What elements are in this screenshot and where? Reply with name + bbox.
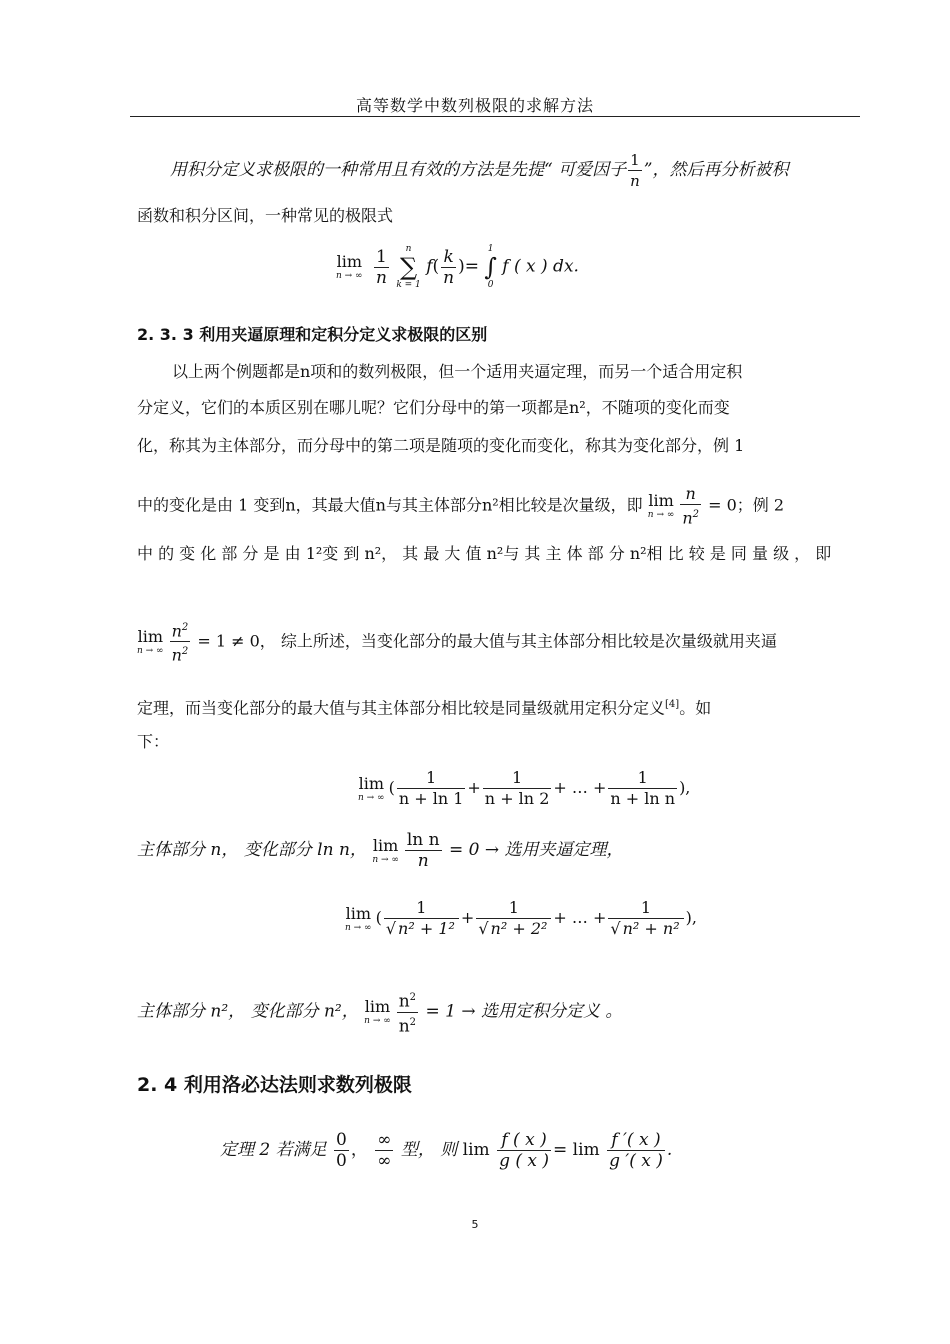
limit-operator: [358, 775, 385, 803]
para-1-line-2: 函数和积分区间，一种常见的极限式: [137, 206, 394, 225]
lim-sub: n → ∞: [364, 1016, 391, 1027]
fraction-n-n2: [680, 484, 701, 528]
lim-sub: n → ∞: [336, 271, 363, 281]
lim-text: lim: [372, 835, 399, 855]
fraction-sqrt-n: [608, 898, 683, 939]
limit-operator: [345, 905, 372, 933]
text-end: = 0；例 2: [708, 495, 785, 515]
limit-operator: [364, 998, 391, 1026]
close-paren: ),: [679, 778, 691, 797]
para-2-line-1: 以上两个例题都是n项和的数列极限，但一个适用夹逼定理，而另一个适合用定积: [172, 362, 743, 381]
lim-sub: n → ∞: [345, 922, 372, 933]
frac-den: n + ln n: [610, 789, 676, 808]
fraction-0-0: [334, 1130, 349, 1171]
frac-den: n + ln 2: [484, 789, 550, 808]
frac-den: g ′( x ): [609, 1151, 663, 1171]
ellipsis: + … +: [553, 908, 607, 927]
lim-text: lim: [648, 491, 674, 511]
section-heading-2-4: 2. 4 利用洛必达法则求数列极限: [137, 1074, 412, 1096]
frac-den: $n^2$: [682, 508, 700, 528]
equation-riemann-sum: lim n → ∞ $\frac{1}{n}$ n ∑ k = 1 f( $\frac{k}{n}$ )= 1 ∫ 0 f ( x ) dx.: [336, 244, 579, 290]
equation-ln-sum: lim n → ∞ ( $\frac{1}{n + \ln 1}$ + $\frac{1}{n + \ln 2}$ + … + $\frac{1}{\text{n + ln n}}$ ),: [358, 768, 691, 808]
fraction-term-1: [397, 768, 466, 809]
frac-num: $n^2$: [170, 618, 191, 642]
para-1-text-end: ”，然后再分析被积: [643, 160, 789, 180]
frac-num: 1: [476, 898, 551, 919]
frac-num: 1: [608, 768, 677, 789]
frac-den: n: [417, 851, 429, 871]
fraction-term-2: [483, 768, 552, 809]
running-header: 高等数学中数列极限的求解方法: [355, 96, 594, 115]
int-upper: 1: [487, 244, 494, 254]
fraction-sqrt-2: [476, 898, 551, 939]
text: 定理 2 若满足: [220, 1140, 327, 1160]
para-2-line-8: 下：: [137, 732, 170, 751]
lim-text: lim: [345, 903, 371, 923]
lim-sub: n → ∞: [647, 510, 675, 521]
frac-den: n: [630, 172, 640, 190]
lim-text: lim: [462, 1140, 490, 1160]
frac-num: 1: [628, 150, 642, 171]
frac-num: 1: [374, 247, 389, 268]
frac-den: n: [443, 267, 455, 288]
para-2-line-5: 中 的 变 化 部 分 是 由 1²变 到 n²， 其 最 大 值 n²与 其 主 体 部 分 n²相 比 较 是 同 量 级 ， 即: [137, 544, 832, 563]
fraction-lnn-n: [405, 830, 442, 871]
para-2-line-6: [137, 618, 859, 666]
note-squeeze: [137, 830, 859, 871]
frac-num: 0: [336, 1130, 347, 1150]
frac-den: ∞: [377, 1151, 392, 1171]
lim-sub: n → ∞: [137, 645, 164, 656]
fraction-1-over-n: [628, 150, 642, 191]
lim-sub: n → ∞: [358, 792, 385, 803]
text-end: = 0 → 选用夹逼定理，: [449, 840, 624, 860]
frac-num: n: [680, 484, 701, 505]
func-f: f: [426, 256, 433, 277]
lim-sub: n → ∞: [372, 854, 399, 865]
fraction-term-n: [608, 768, 677, 809]
text: = 1 ≠ 0， 综上所述，当变化部分的最大值与其主体部分相比较是次量级就用夹逼: [197, 631, 777, 651]
lim-text: lim: [364, 997, 391, 1017]
section-heading-2-3-3: 2. 3. 3 利用夹逼原理和定积分定义求极限的区别: [137, 325, 488, 344]
limit-operator: [137, 628, 164, 656]
fraction-1-n: [374, 247, 389, 288]
integral-operator: [484, 244, 497, 290]
lim-text: lim: [137, 626, 163, 646]
lim-text: lim: [358, 773, 384, 793]
text-end: = 1 → 选用定积分定义 。: [425, 1001, 623, 1022]
ellipsis: + … +: [553, 778, 607, 797]
text: 主体部分 n， 变化部分 ln n，: [137, 840, 367, 860]
frac-num: k: [441, 247, 456, 268]
fraction-n2-n2: [170, 618, 191, 666]
para-2-line-2: 分定义，它们的本质区别在哪儿呢？它们分母中的第一项都是n²，不随项的变化而变: [137, 398, 730, 417]
frac-den: $n^2$: [171, 645, 189, 665]
frac-num: ∞: [377, 1130, 392, 1150]
frac-den: g ( x ): [499, 1151, 550, 1171]
frac-num: 1: [608, 898, 683, 919]
frac-num: f ( x ): [497, 1130, 551, 1151]
radicand: n² + 1²: [398, 919, 455, 938]
frac-den: √ n² + 2²: [478, 919, 548, 938]
frac-num: 1: [397, 768, 466, 789]
fraction-n2-n2: [397, 988, 418, 1036]
page-number: 5: [471, 1218, 479, 1231]
fraction-k-n: [441, 247, 456, 288]
frac-den: n: [375, 267, 387, 288]
int-lower: 0: [487, 280, 494, 290]
equation-sqrt-sum: lim n → ∞ ( $\frac{1}{\text{√ n² + 1²}}$ + $\frac{1}{\text{√ n² + 2²}}$ + … + $\frac{1}{\text{√ n² + n²}}$ ),: [345, 898, 697, 938]
frac-num: 1: [483, 768, 552, 789]
text: 定理，而当变化部分的最大值与其主体部分相比较是同量级就用定积分定义: [137, 698, 666, 718]
limit-operator: [336, 253, 363, 281]
para-2-line-4: [137, 484, 859, 528]
close-paren: ),: [685, 908, 697, 927]
fraction-fprime-gprime: [607, 1130, 665, 1171]
radicand: n² + n²: [622, 919, 680, 938]
sum-upper: n: [405, 244, 412, 254]
frac-den: √ n² + n²: [610, 919, 680, 938]
fraction-sqrt-1: [384, 898, 459, 939]
frac-num: $n^2$: [397, 988, 418, 1013]
sum-symbol: ∑: [399, 253, 418, 281]
limit-operator: [648, 492, 675, 520]
sum-lower: k = 1: [396, 280, 421, 290]
frac-num: 1: [384, 898, 459, 919]
integrand: f ( x ) dx.: [502, 256, 579, 277]
fraction-f-g: [497, 1130, 551, 1171]
para-1-text: 用积分定义求极限的一种常用且有效的方法是先提“ 可爱因子: [170, 160, 627, 180]
period: .: [666, 1140, 673, 1160]
para-2-line-3: 化，称其为主体部分，而分母中的第二项是随项的变化而变化，称其为变化部分，例 1: [137, 436, 745, 455]
frac-den: n + ln 1: [398, 789, 464, 808]
text-end: 。如: [679, 698, 712, 718]
lim-text: lim: [336, 252, 362, 271]
sum-operator: [396, 244, 420, 290]
fraction-inf-inf: [375, 1130, 393, 1171]
limit-operator: [372, 837, 399, 865]
frac-num: ln n: [406, 830, 440, 850]
radicand: n² + 2²: [490, 919, 548, 938]
citation-ref: [4]: [665, 699, 680, 710]
frac-num: f ′( x ): [607, 1130, 665, 1151]
note-integral: [137, 988, 859, 1036]
frac-den: $n^2$: [398, 1016, 417, 1037]
text: 中的变化是由 1 变到n，其最大值n与其主体部分n²相比较是次量级，即: [137, 495, 643, 515]
text: 主体部分 n²， 变化部分 n²，: [137, 1001, 359, 1022]
frac-den: √ n² + 1²: [385, 919, 455, 938]
int-symbol: ∫: [484, 253, 497, 281]
header-rule: [130, 116, 860, 117]
para-1-line-1: [170, 150, 870, 191]
para-2-line-7: [137, 695, 859, 718]
text-mid: 型， 则: [400, 1140, 458, 1160]
frac-den: 0: [336, 1151, 347, 1171]
theorem-2: 定理 2 若满足 $\frac{0}{0}$ ， $\frac{\infty}{\infty}$ 型， 则 lim $\frac{f ( x )}{g ( x )}$ = lim $\frac{f '( x )}{g '( x )}$ .: [220, 1130, 673, 1171]
